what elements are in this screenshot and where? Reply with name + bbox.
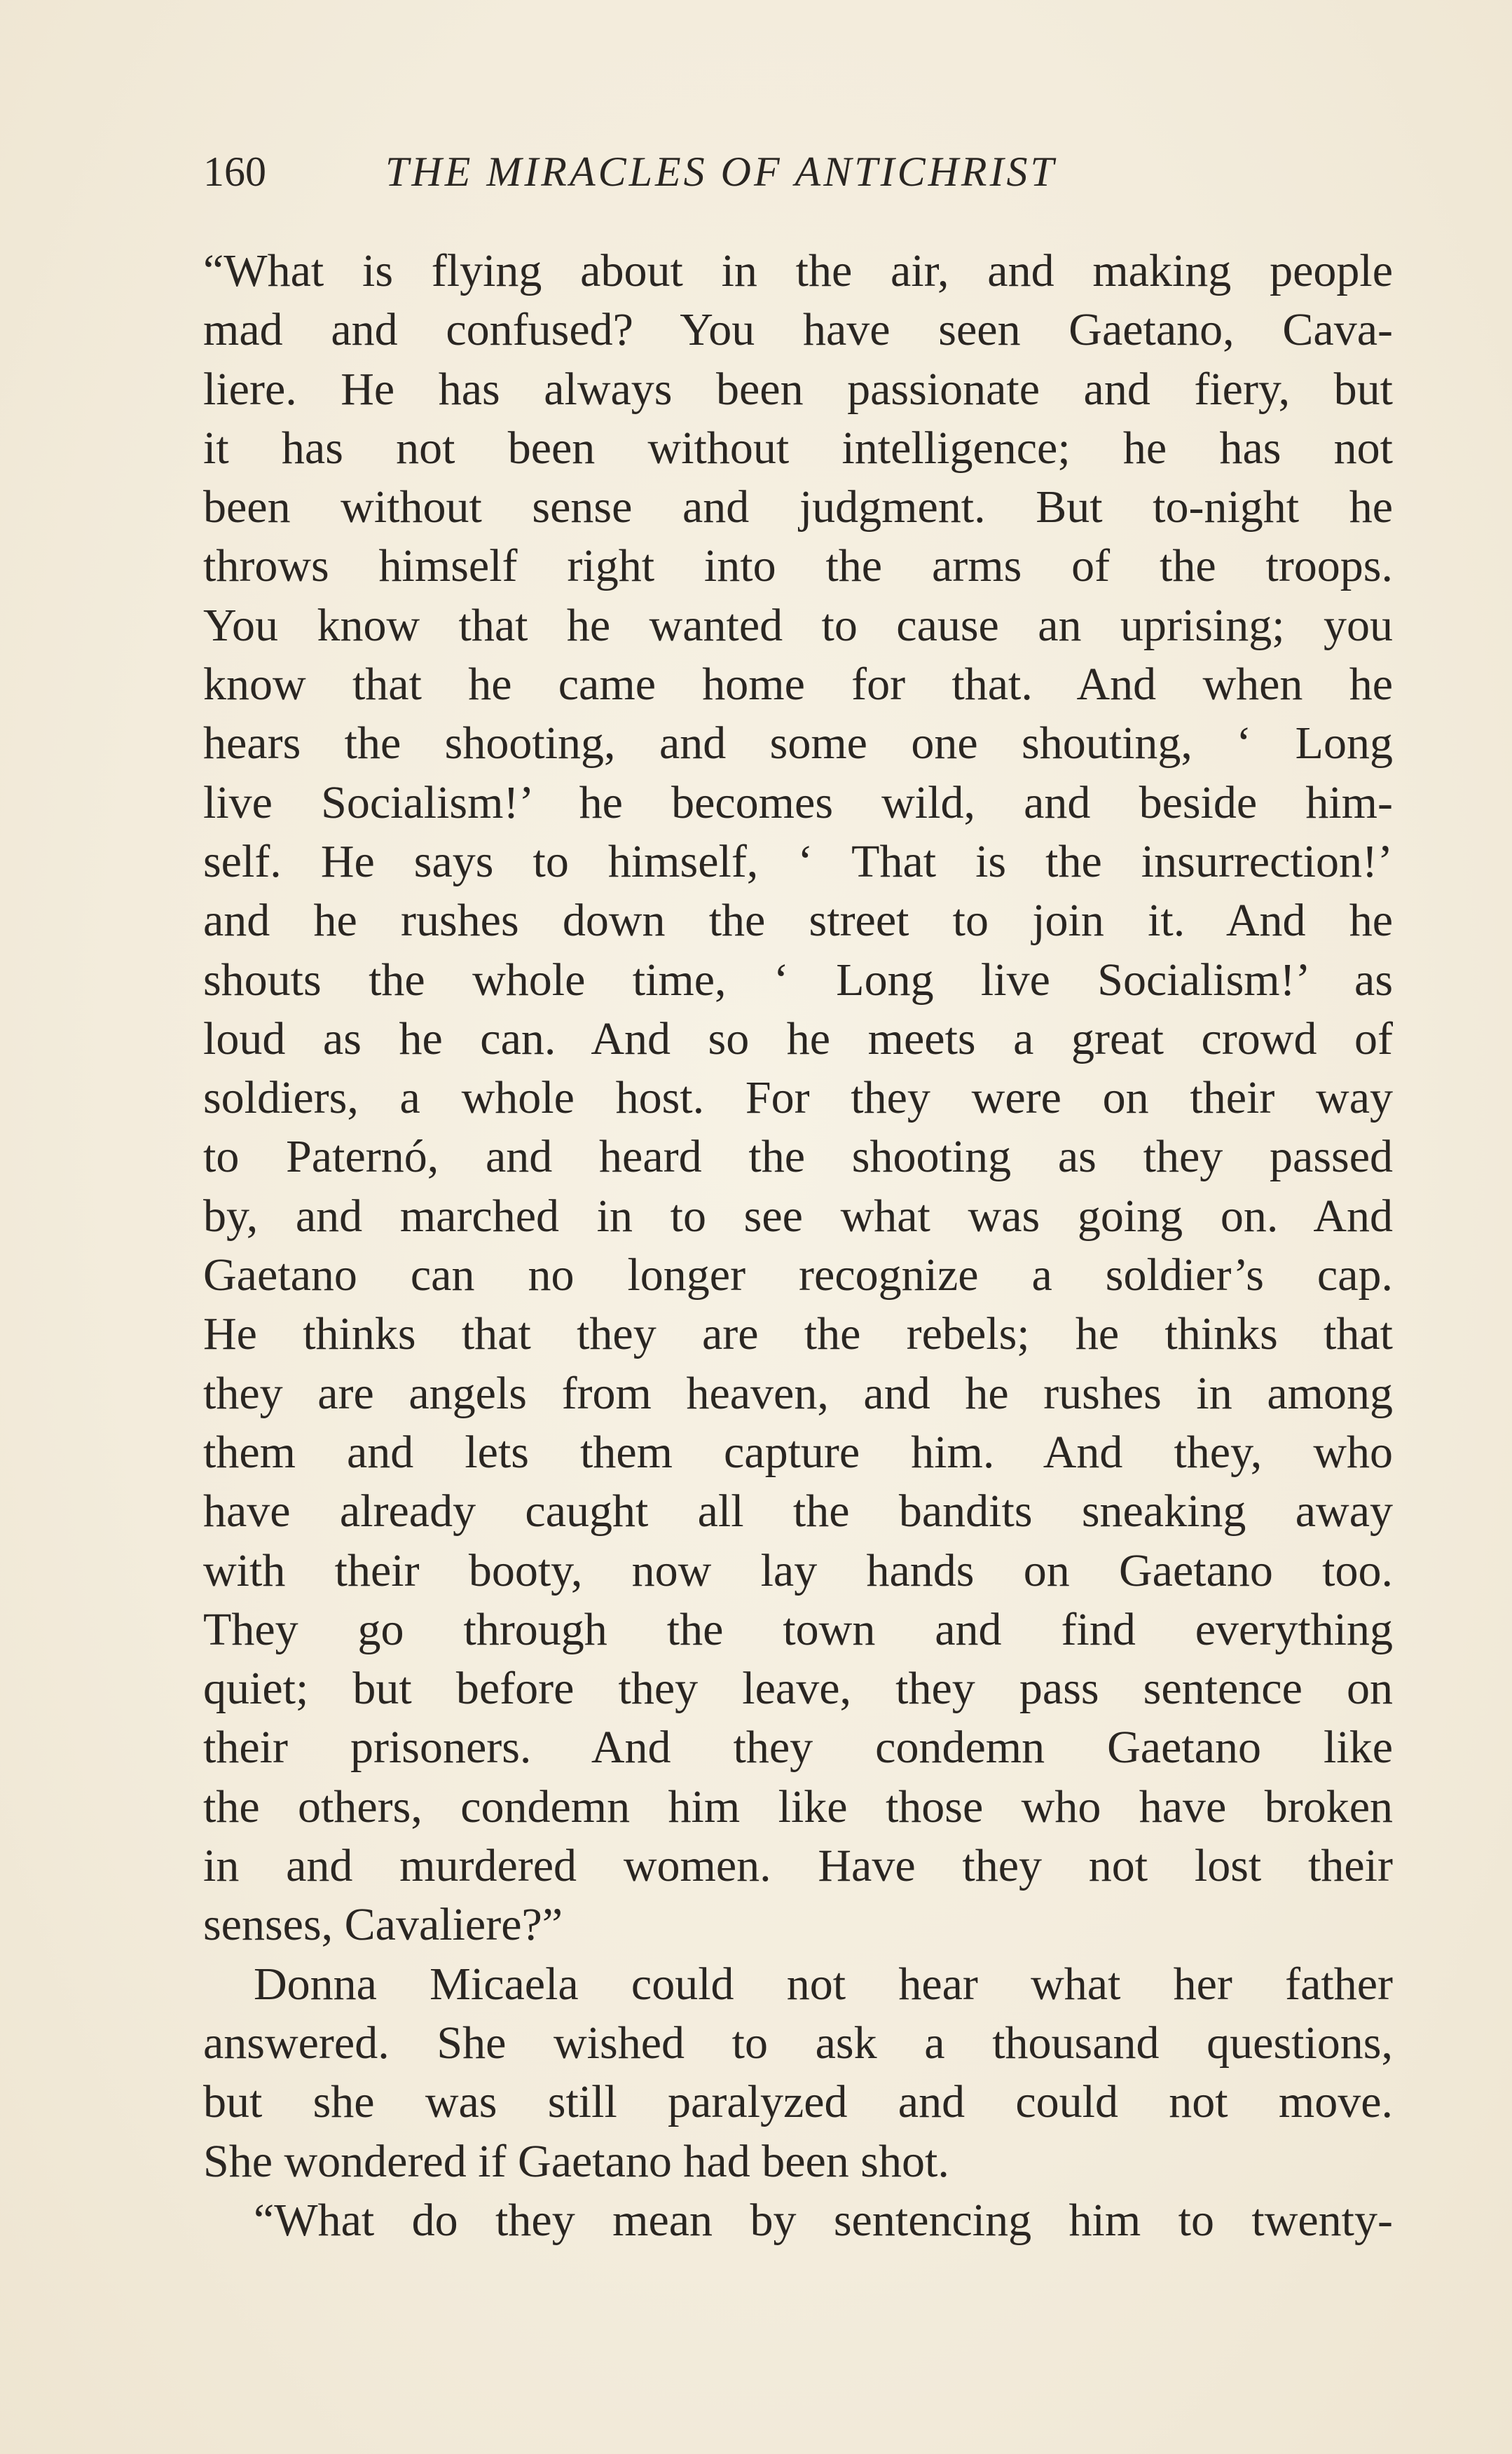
text-line: know that he came home for that. And when he	[203, 659, 1393, 711]
running-title: THE MIRACLES OF ANTICHRIST	[385, 149, 1057, 195]
text-line: answered. She wished to ask a thousand questions,	[203, 2017, 1393, 2069]
text-line: “What do they mean by sentencing him to twenty-	[254, 2194, 1393, 2246]
text-line: it has not been without intelligence; he has not	[203, 422, 1393, 474]
text-line: quiet; but before they leave, they pass sentence on	[203, 1663, 1393, 1715]
text-line: He thinks that they are the rebels; he thinks that	[203, 1308, 1393, 1360]
text-line: soldiers, a whole host. For they were on their way	[203, 1072, 1393, 1124]
text-line: They go through the town and find everything	[203, 1603, 1393, 1655]
text-line: Gaetano can no longer recognize a soldier’s cap.	[203, 1249, 1393, 1301]
text-line: the others, condemn him like those who have broken	[203, 1781, 1393, 1832]
text-line: “What is flying about in the air, and making people	[203, 245, 1393, 296]
text-line: throws himself right into the arms of the troops.	[203, 540, 1393, 592]
text-line: and he rushes down the street to join it. And he	[203, 895, 1393, 947]
text-line: mad and confused? You have seen Gaetano, Cava-	[203, 304, 1393, 356]
text-line: liere. He has always been passionate and fiery, but	[203, 363, 1393, 415]
text-line: She wondered if Gaetano had been shot.	[203, 2135, 949, 2187]
text-line: to Paternó, and heard the shooting as they passed	[203, 1131, 1393, 1183]
text-line: shouts the whole time, ‘ Long live Socialism!’ as	[203, 954, 1393, 1006]
text-line: self. He says to himself, ‘ That is the insurrection!’	[203, 835, 1393, 887]
page-number: 160	[203, 149, 266, 195]
text-line: with their booty, now lay hands on Gaetano too.	[203, 1544, 1393, 1596]
text-line: hears the shooting, and some one shouting, ‘ Long	[203, 718, 1393, 769]
text-line: Donna Micaela could not hear what her father	[254, 1958, 1393, 2010]
text-line: been without sense and judgment. But to-night he	[203, 481, 1393, 533]
page-header	[203, 144, 1394, 200]
text-line: live Socialism!’ he becomes wild, and beside him-	[203, 776, 1393, 828]
text-line: them and lets them capture him. And they, who	[203, 1426, 1393, 1478]
text-line: by, and marched in to see what was going on. And	[203, 1190, 1393, 1242]
text-line: but she was still paralyzed and could not move.	[203, 2076, 1393, 2128]
text-line: senses, Cavaliere?”	[203, 1899, 563, 1951]
text-line: in and murdered women. Have they not lost their	[203, 1840, 1393, 1892]
text-line: their prisoners. And they condemn Gaetano like	[203, 1722, 1393, 1774]
text-line: You know that he wanted to cause an uprising; you	[203, 599, 1393, 651]
text-line: have already caught all the bandits sneaking away	[203, 1486, 1393, 1537]
text-line: loud as he can. And so he meets a great crowd of	[203, 1013, 1393, 1064]
text-line: they are angels from heaven, and he rushes in among	[203, 1367, 1393, 1419]
body-text	[203, 242, 1393, 2250]
